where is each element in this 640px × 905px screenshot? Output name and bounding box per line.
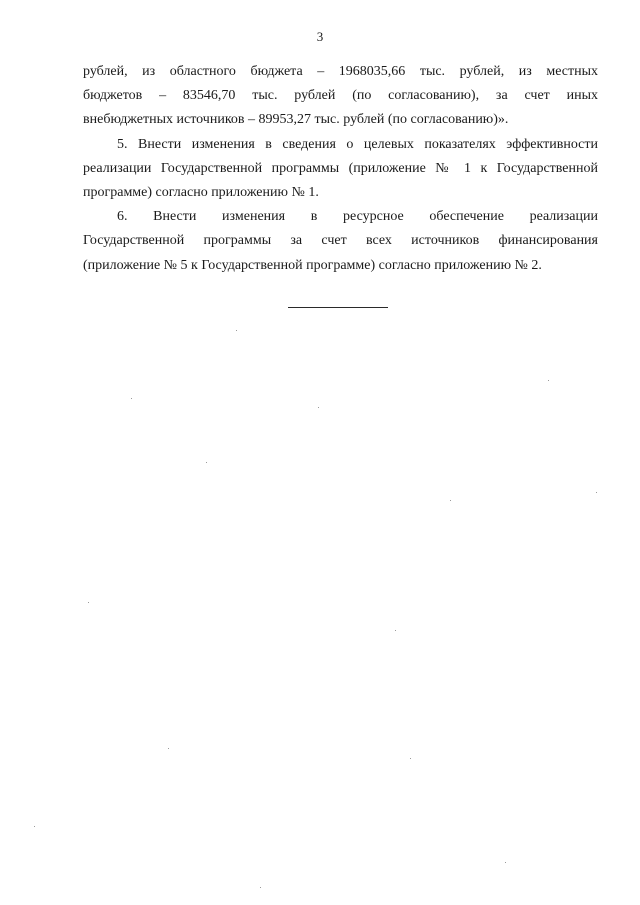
text-line: 6. Внести изменения в ресурсное обеспечение реализации [117, 209, 598, 225]
document-body [83, 60, 598, 278]
scan-speck [236, 330, 237, 331]
scan-speck [318, 407, 319, 408]
scan-speck [395, 630, 396, 631]
scan-speck [260, 887, 261, 888]
paragraph-item-6 [83, 205, 598, 278]
text-line: 5. Внести изменения в сведения о целевых показателях эффективности [117, 136, 598, 152]
scan-speck [410, 758, 411, 759]
page-number: 3 [316, 29, 324, 44]
text-line: бюджетов – 83546,70 тыс. рублей (по согласованию), за счет иных [83, 88, 598, 104]
scan-speck [168, 748, 169, 749]
text-line: реализации Государственной программы (приложение № 1 к Государственной [83, 160, 598, 176]
text-line: внебюджетных источников – 89953,27 тыс. рублей (по согласованию)». [83, 112, 509, 128]
text-line: (приложение № 5 к Государственной программе) согласно приложению № 2. [83, 257, 542, 273]
scan-speck [206, 462, 207, 463]
text-line: рублей, из областного бюджета – 1968035,66 тыс. рублей, из местных [83, 64, 598, 79]
scan-speck [548, 380, 549, 381]
text-line: программе) согласно приложению № 1. [83, 185, 319, 201]
scan-speck [34, 826, 35, 827]
scan-speck [450, 500, 451, 501]
scan-speck [505, 862, 506, 863]
text-line: Государственной программы за счет всех источников финансирования [83, 233, 598, 249]
scan-speck [596, 492, 597, 493]
scan-speck [88, 602, 89, 603]
scan-speck [131, 398, 132, 399]
paragraph-budget-continuation [83, 60, 598, 133]
closing-rule [288, 307, 388, 308]
paragraph-item-5 [83, 133, 598, 206]
